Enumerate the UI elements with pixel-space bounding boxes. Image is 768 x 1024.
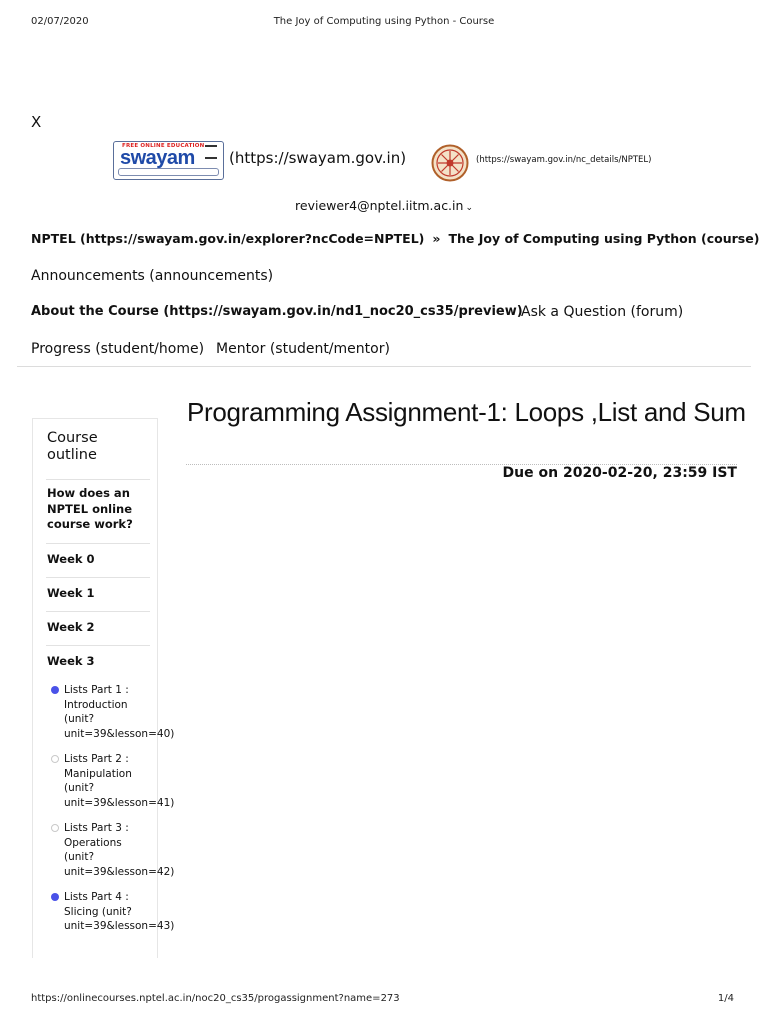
- nptel-details-link[interactable]: (https://swayam.gov.in/nc_details/NPTEL): [476, 155, 652, 165]
- swayam-tagline: FREE ONLINE EDUCATION: [122, 143, 205, 149]
- divider: [46, 645, 150, 646]
- divider: [46, 479, 150, 480]
- nptel-logo[interactable]: [430, 144, 470, 182]
- breadcrumb-course[interactable]: The Joy of Computing using Python (course): [448, 231, 760, 246]
- breadcrumb-separator: »: [432, 231, 441, 246]
- swayam-home-link[interactable]: (https://swayam.gov.in): [229, 149, 407, 167]
- lesson-label: Lists Part 1 : Introduction (unit? unit=39&lesson=40): [64, 684, 175, 740]
- sidebar-title: Course outline: [47, 430, 98, 463]
- lesson-label: Lists Part 3 : Operations (unit? unit=39&lesson=42): [64, 822, 175, 878]
- nav-ask-question[interactable]: Ask a Question (forum): [521, 304, 684, 320]
- breadcrumb-nptel[interactable]: NPTEL (https://swayam.gov.in/explorer?ncCode=NPTEL): [31, 231, 425, 246]
- breadcrumb: [31, 231, 759, 246]
- sidebar-item-week-2[interactable]: Week 2: [47, 620, 95, 634]
- due-date: Due on 2020-02-20, 23:59 IST: [502, 465, 737, 481]
- divider: [46, 611, 150, 612]
- swayam-wordmark: swayam: [120, 147, 195, 169]
- nav-mentor[interactable]: Mentor (student/mentor): [216, 341, 390, 357]
- course-outline-sidebar: [32, 418, 175, 958]
- nav-announcements[interactable]: Announcements (announcements): [31, 268, 274, 284]
- close-button[interactable]: X: [31, 113, 42, 131]
- sidebar-item-week-1[interactable]: Week 1: [47, 586, 95, 600]
- nav-progress[interactable]: Progress (student/home): [31, 341, 205, 357]
- logo-strip: [118, 168, 219, 176]
- swayam-logo[interactable]: [113, 141, 224, 180]
- nav-divider: [17, 366, 751, 367]
- assignment-title: Programming Assignment-1: Loops ,List and Sum: [187, 397, 746, 427]
- nav-about-course[interactable]: About the Course (https://swayam.gov.in/nd1_noc20_cs35/preview): [31, 304, 523, 319]
- print-page-title: The Joy of Computing using Python - Course: [273, 16, 495, 27]
- print-date: 02/07/2020: [31, 16, 89, 27]
- user-email: reviewer4@nptel.iitm.ac.in: [295, 198, 464, 213]
- not-started-dot-icon: [51, 824, 59, 832]
- sidebar-item-week-0[interactable]: Week 0: [47, 552, 95, 566]
- print-page-number: 1/4: [717, 993, 734, 1004]
- sidebar-item-week-3[interactable]: Week 3: [47, 654, 95, 668]
- books-icon: [205, 145, 217, 159]
- divider: [46, 543, 150, 544]
- chevron-down-icon: ⌄: [465, 203, 473, 213]
- lesson-label: Lists Part 2 : Manipulation (unit? unit=39&lesson=41): [64, 753, 175, 809]
- completed-dot-icon: [51, 893, 59, 901]
- lesson-label: Lists Part 4 : Slicing (unit? unit=39&lesson=43): [64, 891, 175, 932]
- user-menu[interactable]: [0, 198, 768, 213]
- completed-dot-icon: [51, 686, 59, 694]
- sidebar-item-how-it-works[interactable]: How does an NPTEL online course work?: [47, 486, 133, 531]
- not-started-dot-icon: [51, 755, 59, 763]
- divider: [46, 577, 150, 578]
- print-url: https://onlinecourses.nptel.ac.in/noc20_cs35/progassignment?name=273: [31, 993, 400, 1004]
